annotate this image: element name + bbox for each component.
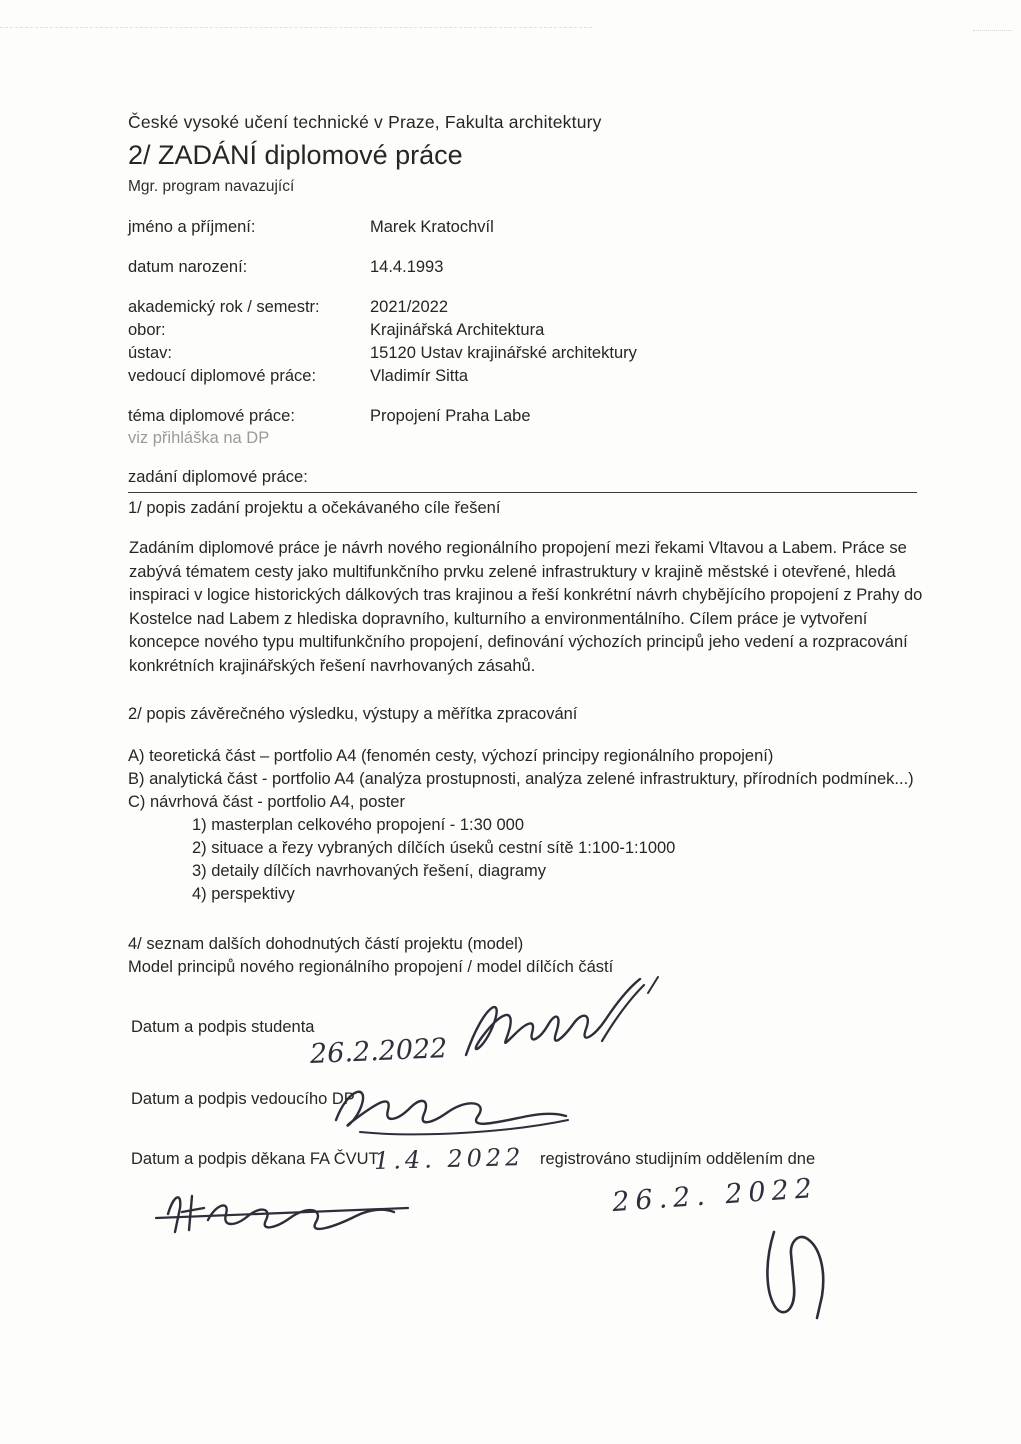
assignment-item4: [128, 933, 613, 979]
spacer: [128, 278, 928, 296]
field-row-branch: [128, 319, 928, 342]
field-label-academic-year: akademický rok / semestr:: [128, 298, 320, 316]
sub-outputs-list: [192, 814, 675, 906]
student-handwritten-date: 26.2.2022: [309, 1033, 449, 1070]
field-value-supervisor: Vladimír Sitta: [370, 367, 469, 385]
document-title: 2/ ZADÁNÍ diplomové práce: [128, 140, 463, 170]
assignment-section-label: zadání diplomové práce:: [128, 468, 917, 493]
assignment-item4-text: Model principů nového regionálního propojení / model dílčích částí: [128, 958, 614, 976]
assignment-item1-heading: 1/ popis zadání projektu a očekávaného cíle řešení: [128, 499, 501, 517]
field-label-birthdate: datum narození:: [128, 258, 248, 276]
field-row-topic: [128, 405, 928, 427]
dean-handwritten-date: 1.4. 2022: [373, 1143, 525, 1175]
document-header: [128, 112, 602, 196]
field-label-supervisor: vedoucí diplomové práce:: [128, 367, 317, 385]
sub-output-2: 2) situace a řezy vybraných dílčích úseků cestní sítě 1:100-1:1000: [192, 839, 676, 857]
student-signature-label: Datum a podpis studenta: [131, 1018, 315, 1036]
field-row-birthdate: [128, 256, 928, 278]
field-label-name: jméno a příjmení:: [128, 218, 256, 236]
dean-signature: [152, 1182, 414, 1244]
university-name: České vysoké učení technické v Praze, Fakulta architektury: [128, 112, 602, 132]
field-group-study: [128, 296, 928, 388]
field-value-name: Marek Kratochvíl: [370, 218, 494, 236]
field-label-institute: ústav:: [128, 344, 173, 362]
program-subtitle: Mgr. program navazující: [128, 178, 295, 195]
assignment-item4-heading: 4/ seznam dalších dohodnutých částí projektu (model): [128, 935, 524, 953]
field-row-supervisor: [128, 365, 928, 388]
sub-output-4: 4) perspektivy: [192, 885, 295, 903]
field-value-branch: Krajinářská Architektura: [370, 321, 545, 339]
dean-signature-label: Datum a podpis děkana FA ČVUT: [131, 1150, 379, 1168]
student-signature: [452, 975, 662, 1080]
scan-artifact-speck: [973, 30, 1013, 31]
registered-handwritten-date: 26.2. 2022: [611, 1172, 819, 1219]
topic-note: viz přihláška na DP: [128, 429, 270, 447]
sub-output-1: 1) masterplan celkového propojení - 1:30 000: [192, 816, 525, 834]
output-item-b: B) analytická část - portfolio A4 (analýza prostupnosti, analýza zelené infrastruktury, přírodních podmínek...): [128, 770, 914, 788]
supervisor-signature: [326, 1078, 571, 1140]
sub-output-3: 3) detaily dílčích navrhovaných řešení, diagramy: [192, 862, 547, 880]
assignment-description: Zadáním diplomové práce je návrh nového regionálního propojení mezi řekami Vltavou a Labem. Práce se zabývá tématem cesty jako multifunkčního prvku zelené infrastruktury v krajině městské i otevřené, hledá inspiraci v logice historických dálkových tras krajinou a řeší konkrétní návrh chybějícího propojení z Prahy do Kostelce nad Labem z hlediska dopravního, kulturního a environmentálního. Cílem práce je vytvoření koncepce nového typu multifunkčního propojení, definování výchozích principů jeho vedení a rozpracování konkrétních krajinářských řešení navrhovaných zásahů.: [129, 539, 923, 675]
spacer: [128, 238, 928, 256]
field-value-academic-year: 2021/2022: [370, 298, 448, 316]
form-fields: [128, 216, 928, 449]
handwritten-loop-mark: [754, 1224, 846, 1322]
spacer: [128, 388, 928, 405]
field-label-branch: obor:: [128, 321, 166, 339]
field-value-birthdate: 14.4.1993: [370, 258, 444, 276]
output-item-a: A) teoretická část – portfolio A4 (fenomén cesty, výchozí principy regionálního propojení): [128, 747, 774, 765]
output-item-c: C) návrhová část - portfolio A4, poster: [128, 793, 405, 811]
registered-label: registrováno studijním oddělením dne: [540, 1150, 816, 1168]
supervisor-signature-label: Datum a podpis vedoucího DP: [131, 1090, 355, 1108]
field-value-topic: Propojení Praha Labe: [370, 407, 531, 425]
field-row-institute: [128, 342, 928, 365]
field-label-topic: téma diplomové práce:: [128, 407, 295, 425]
field-value-institute: 15120 Ustav krajinářské architektury: [370, 344, 637, 362]
field-row-name: [128, 216, 928, 238]
assignment-item2-heading: 2/ popis závěrečného výsledku, výstupy a měřítka zpracování: [128, 705, 578, 723]
field-row-academic-year: [128, 296, 928, 319]
outputs-list: [128, 745, 914, 814]
scan-artifact-line: [0, 27, 592, 28]
